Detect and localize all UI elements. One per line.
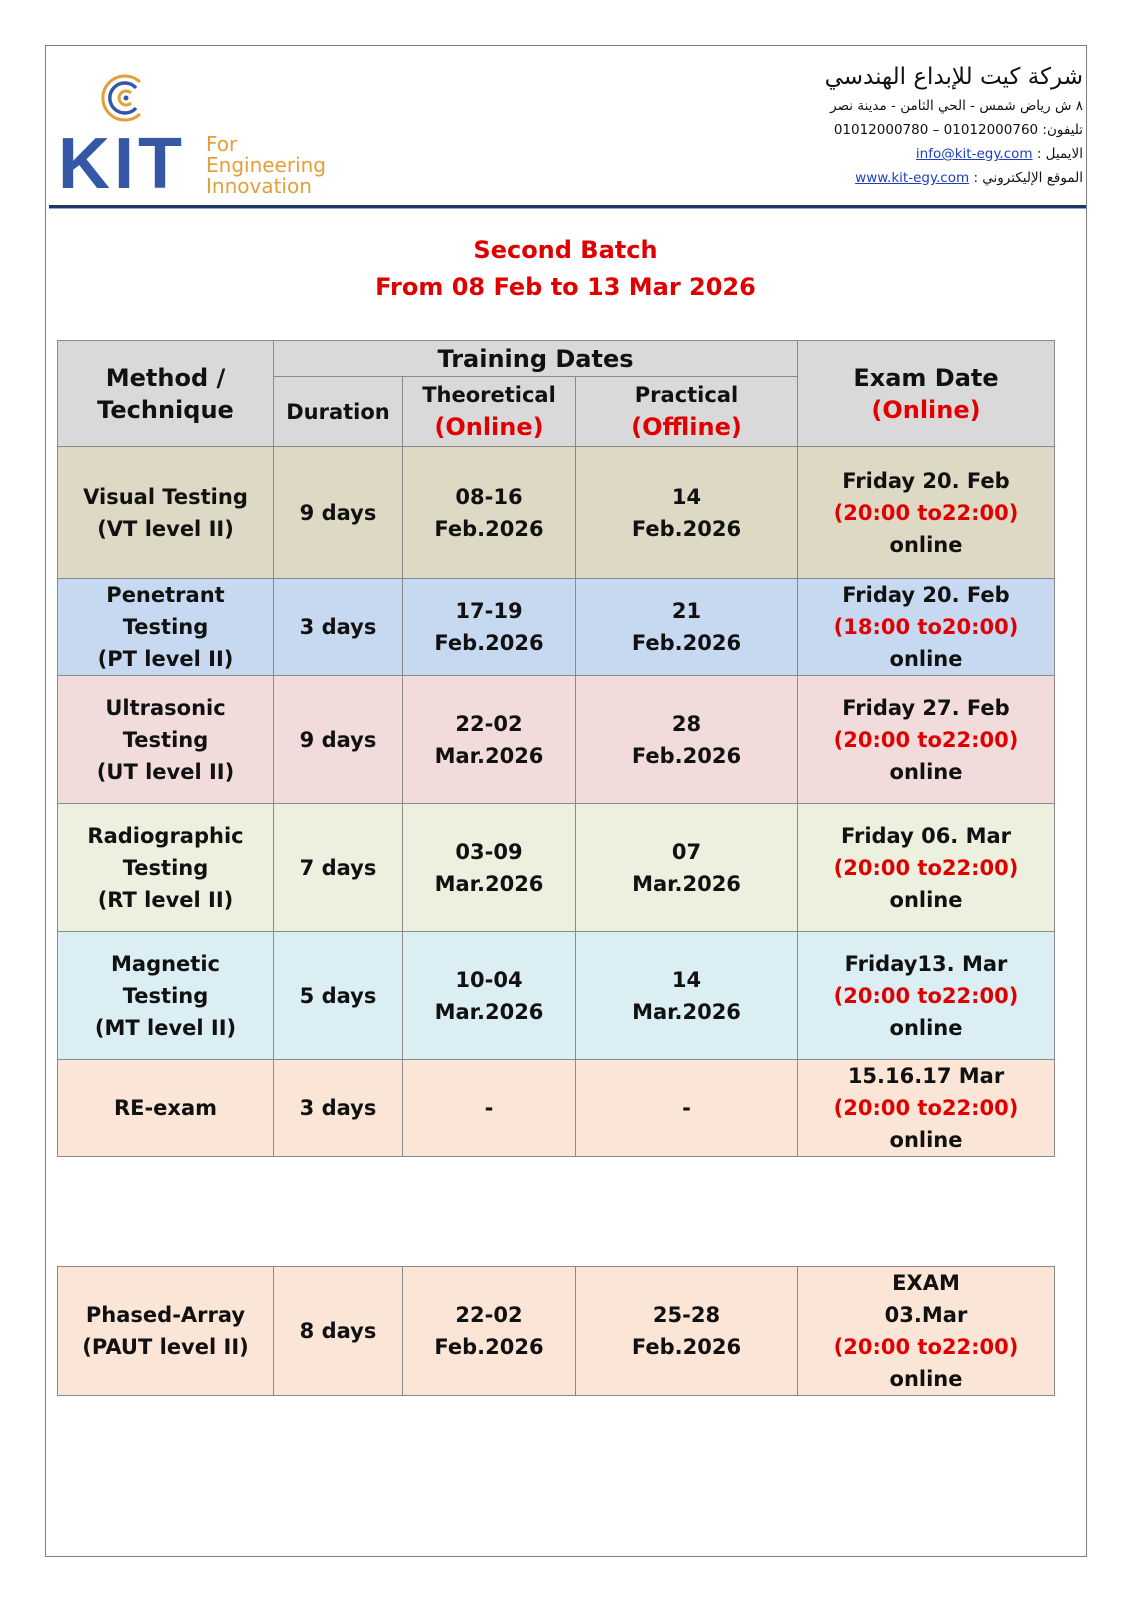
practical-cell: 07 Mar.2026 [576, 804, 798, 932]
header-practical: Practical (Offline) [576, 377, 798, 447]
website-link[interactable]: www.kit-egy.com [855, 170, 970, 186]
practical-cell: - [576, 1060, 798, 1157]
exam-cell: Friday 06. Mar (20:00 to22:00) online [798, 804, 1055, 932]
kit-wordmark: KIT [58, 124, 186, 204]
company-phone: تليفون: 01012000780 – 01012000760 [833, 122, 1083, 138]
table-row [58, 579, 1055, 676]
company-info [563, 60, 1083, 190]
exam-cell: Friday 27. Feb (20:00 to22:00) online [798, 676, 1055, 804]
duration-cell: 5 days [274, 932, 403, 1060]
duration-cell: 8 days [274, 1267, 403, 1396]
method-cell: Penetrant Testing (PT level II) [58, 579, 274, 676]
duration-cell: 7 days [274, 804, 403, 932]
method-cell: Ultrasonic Testing (UT level II) [58, 676, 274, 804]
exam-cell: Friday 20. Feb (18:00 to20:00) online [798, 579, 1055, 676]
header-exam-date: Exam Date (Online) [798, 341, 1055, 447]
table-row [58, 1060, 1055, 1157]
method-cell: RE-exam [58, 1060, 274, 1157]
kit-logo [58, 70, 358, 204]
practical-cell: 25-28 Feb.2026 [576, 1267, 798, 1396]
company-name: شركة كيت للإبداع الهندسي [824, 64, 1083, 90]
table-row [58, 676, 1055, 804]
theory-cell: 17-19 Feb.2026 [403, 579, 576, 676]
exam-cell: EXAM 03.Mar (20:00 to22:00) online [798, 1267, 1055, 1396]
header-method: Method / Technique [58, 341, 274, 447]
schedule-table [57, 340, 1055, 1157]
kit-logo-mark-icon [96, 70, 152, 126]
theory-cell: - [403, 1060, 576, 1157]
email-link[interactable]: info@kit-egy.com [915, 146, 1033, 162]
practical-cell: 28 Feb.2026 [576, 676, 798, 804]
duration-cell: 9 days [274, 447, 403, 579]
theory-cell: 03-09 Mar.2026 [403, 804, 576, 932]
duration-cell: 3 days [274, 1060, 403, 1157]
exam-cell: Friday13. Mar (20:00 to22:00) online [798, 932, 1055, 1060]
method-cell: Magnetic Testing (MT level II) [58, 932, 274, 1060]
table-row [58, 1267, 1055, 1396]
practical-cell: 14 Feb.2026 [576, 447, 798, 579]
method-cell: Radiographic Testing (RT level II) [58, 804, 274, 932]
theory-cell: 10-04 Mar.2026 [403, 932, 576, 1060]
table-header-row [58, 341, 1055, 377]
theory-cell: 22-02 Mar.2026 [403, 676, 576, 804]
method-cell: Phased-Array (PAUT level II) [58, 1267, 274, 1396]
method-cell: Visual Testing (VT level II) [58, 447, 274, 579]
company-address: ٨ ش رياض شمس - الحي الثامن - مدينة نصر [830, 98, 1083, 114]
paut-table [57, 1266, 1055, 1396]
practical-cell: 14 Mar.2026 [576, 932, 798, 1060]
theory-cell: 08-16 Feb.2026 [403, 447, 576, 579]
table-row [58, 932, 1055, 1060]
practical-cell: 21 Feb.2026 [576, 579, 798, 676]
header-training-dates: Training Dates [274, 341, 798, 377]
company-email: الايميل : info@kit-egy.com [915, 146, 1083, 162]
header-theoretical: Theoretical (Online) [403, 377, 576, 447]
company-website: الموقع الإليكتروني : www.kit-egy.com [855, 170, 1083, 186]
duration-cell: 3 days [274, 579, 403, 676]
exam-cell: 15.16.17 Mar (20:00 to22:00) online [798, 1060, 1055, 1157]
header-duration: Duration [274, 377, 403, 447]
table-row [58, 804, 1055, 932]
header-divider-light [49, 208, 1086, 209]
exam-cell: Friday 20. Feb (20:00 to22:00) online [798, 447, 1055, 579]
kit-tagline: For Engineering Innovation [206, 132, 326, 198]
table-row [58, 447, 1055, 579]
batch-title: Second Batch [473, 236, 658, 264]
duration-cell: 9 days [274, 676, 403, 804]
batch-date-range: From 08 Feb to 13 Mar 2026 [375, 273, 756, 301]
theory-cell: 22-02 Feb.2026 [403, 1267, 576, 1396]
